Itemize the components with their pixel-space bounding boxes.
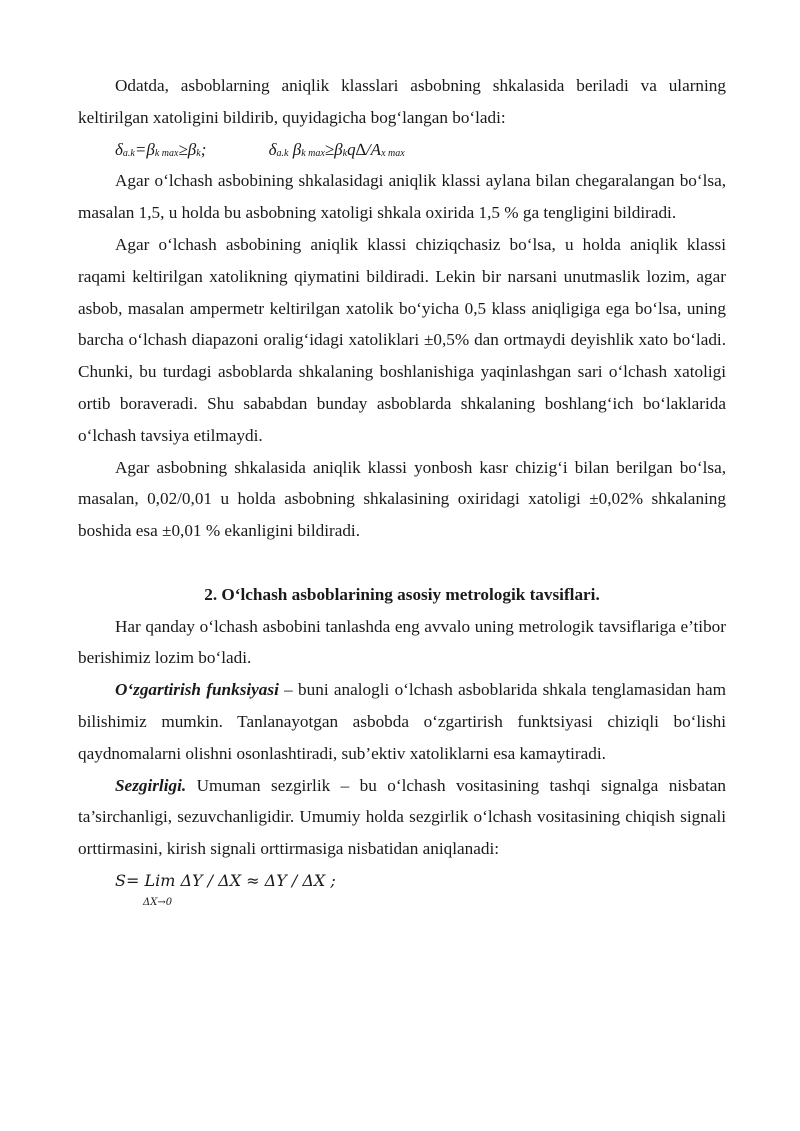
term-sensitivity: Sezgirligi. [115,775,187,795]
document-page [78,70,726,909]
conversion-function-text: – buni analogli o‘lchash asboblarida shkala tenglamasidan ham bilishimiz mumkin. Tanlanayotgan asbobda o‘zgartirish funktsiyasi chiziqli bo‘lishi qaydnomalarni olishni osonlashtiradi, sub’ektiv xatoliklarni esa kamaytiradi. [78,680,726,763]
formula-limit-subscript: ΔX→0 [143,896,173,908]
formula-part-2: δa.k βk max≥βkq∆/Ax max [268,139,405,159]
paragraph-fraction-class: Agar asbobning shkalasida aniqlik klassi yonbosh kasr chizig‘i bilan berilgan bo‘lsa, masalan, 0,02/0,01 u holda asbobning shkalasining oxiridagi xatoligi ±0,02% shkalaning boshida esa ±0,01 % ekanligini bildiradi. [78,457,726,541]
paragraph-accuracy-classes: Odatda, asboblarning aniqlik klasslari asbobning shkalasida beriladi va ularning keltirilgan xatoligini bildirib, quyidagicha bog‘langan bo‘ladi: [78,76,726,127]
formula-sensitivity-main: S= Lim ΔY / ΔX ≈ ΔY / ΔX ; [115,870,336,890]
term-conversion-function: O‘zgartirish funksiyasi [115,680,279,700]
formula-sensitivity [78,865,726,909]
paragraph-conversion-function [78,674,726,769]
paragraph-metrological-intro: Har qanday o‘lchash asbobini tanlashda eng avvalo uning metrologik tavsiflariga e’tibor berishimiz lozim bo‘ladi. [78,616,726,668]
paragraph-sensitivity [78,770,726,865]
formula-accuracy-class [78,134,726,166]
paragraph-circled-class: Agar o‘lchash asbobining shkalasidagi aniqlik klassi aylana bilan chegaralangan bo‘lsa, masalan 1,5, u holda bu asbobning xatoligi shkala oxirida 1,5 % ga tengligini bildiradi. [78,171,726,223]
section-heading: 2. O‘lchash asboblarining asosiy metrologik tavsiflari. [204,584,600,604]
paragraph-plain-class: Agar o‘lchash asbobining aniqlik klassi chiziqchasiz bo‘lsa, u holda aniqlik klassi raqami keltirilgan xatolikning qiymatini bildiradi. Lekin bir narsani unutmaslik lozim, agar asbob, masalan ampermetr keltirilgan xatolik bo‘yicha 0,5 klass aniqligiga ega bo‘lsa, uning barcha o‘lchash diapazoni oralig‘idagi xatoliklari ±0,5% dan ortmaydi deyishlik xato bo‘ladi. Chunki, bu turdagi asboblarda shkalaning boshlanishiga yaqinlashgan sari o‘lchash xatoligi ortib boraveradi. Shu sababdan bunday asboblarda shkalaning boshlang‘ich bo‘laklarida o‘lchash tavsiya etilmaydi. [78,234,726,445]
formula-part-1: δa.k=βk max≥βk; [115,139,207,159]
sensitivity-text: Umuman sezgirlik – bu o‘lchash vositasining tashqi signalga nisbatan ta’sirchanligi, sezuvchanligidir. Umumiy holda sezgirlik o‘lchash vositasining chiqish signali orttirmasini, kirish signali orttirmasiga nisbatidan aniqlanadi: [78,775,726,859]
